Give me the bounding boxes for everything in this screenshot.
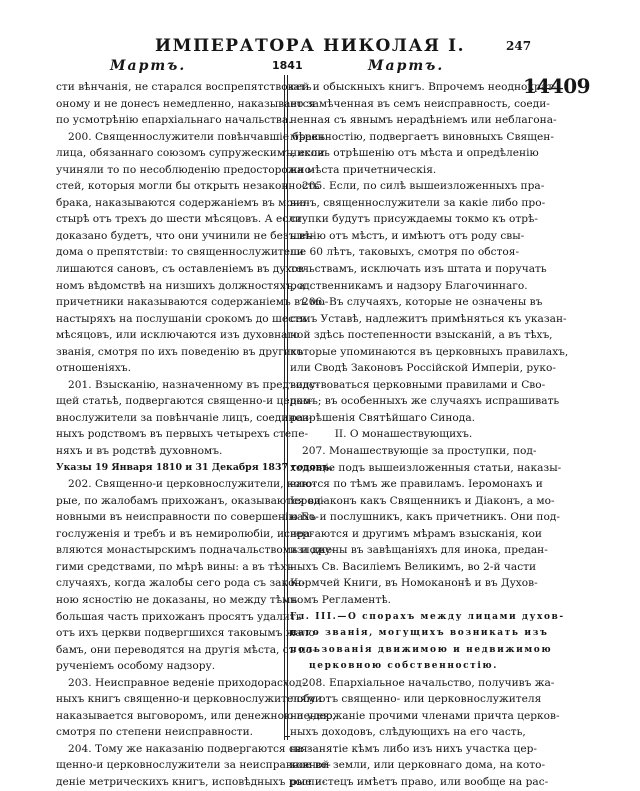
text-line: гослуженія и требъ и въ немиролюбіи, испра- <box>56 527 314 540</box>
text-line: водствоваться церковными правилами и Сво- <box>290 378 546 391</box>
running-title: ИМПЕРАТОРА НИКОЛАЯ I. <box>155 36 466 56</box>
text-line: рученіемъ особому надзору. <box>56 660 216 673</box>
text-line: вляются монастырскимъ подначальствомъ и дру- <box>56 544 335 557</box>
text-line: ныхъ родствомъ въ первыхъ четырехъ степе- <box>56 428 309 441</box>
text-line: смотря по степени неисправности. <box>56 726 254 739</box>
text-line: ше 60 лѣтъ, таковыхъ, смотря по обстоя- <box>290 246 520 259</box>
text-line: II. О монашествующихъ. <box>334 428 473 441</box>
text-line: семъ Уставѣ, надлежитъ примѣняться къ указан- <box>290 312 567 325</box>
text-line: ходящіе подъ вышеизложенныя статьи, наказы- <box>290 461 562 474</box>
text-line: на мѣста причетническія. <box>290 163 437 176</box>
text-line: гими средствами, по мѣрѣ вины: а въ тѣхъ <box>56 560 294 573</box>
text-line: учиняли то по несоблюденію предосторожно- <box>56 163 315 176</box>
text-line: новными въ неисправности по совершенію Бо- <box>56 511 319 524</box>
text-line: вилъ, священнослужители за какіе либо про- <box>290 196 546 209</box>
month-left: Мартъ. <box>110 58 187 74</box>
text-line: лобу отъ священно- или церковнослужителя <box>290 693 542 706</box>
text-line: номъ Регламентѣ. <box>290 593 391 606</box>
text-line: внослужители за повѣнчаніе лицъ, соединен- <box>56 411 313 424</box>
text-line: настыряхъ на послушаніи срокомъ до шести <box>56 312 307 325</box>
text-line: или Сводѣ Законовъ Россійской Имперіи, руко- <box>290 362 556 375</box>
text-line: пользованія движимою и недвижимою <box>290 644 553 655</box>
text-line: на занятіе кѣмъ либо изъ нихъ участка цер- <box>290 742 537 755</box>
year: 1841 <box>272 59 303 72</box>
text-line: няхъ и въ родствѣ духовномъ. <box>56 445 223 458</box>
text-line: ною ясностію не доказаны, но между тѣмъ <box>56 593 298 606</box>
text-line: лица, обязаннаго союзомъ супружескимъ, если <box>56 147 325 160</box>
text-line: стей, которыя могли бы открыть незаконность <box>56 180 320 193</box>
text-line: 200. Священнослужители повѣнчавшіе бракъ <box>68 130 326 143</box>
text-line: дома о препятствіи: то священнослужители <box>56 246 304 259</box>
text-line: сей и обыскныхъ книгъ. Впрочемъ неоднократ- <box>290 81 557 93</box>
text-line: Гл. III.—О спорахъ между лицами духов- <box>290 611 565 622</box>
text-line: нахъ и послушникъ, какъ причетникъ. Они под- <box>290 511 560 524</box>
left-column <box>56 79 336 791</box>
text-line: которые упоминаются въ церковныхъ правилахъ, <box>290 345 569 358</box>
text-line: щей статьѣ, подвергаются священно-и церко- <box>56 395 313 408</box>
text-line: вергаются и другимъ мѣрамъ взысканія, кои <box>290 527 542 540</box>
text-line: никовъ отрѣшенію отъ мѣста и опредѣленію <box>290 147 539 160</box>
text-line: Іеродіаконъ какъ Священникъ и Діаконъ, а мо- <box>290 494 555 507</box>
text-line: наказывается выговоромъ, или денежною пенею, <box>56 709 336 722</box>
text-line: 205. Если, по силѣ вышеизложенныхъ пра- <box>302 180 545 193</box>
text-line: 207. Монашествующіе за проступки, под- <box>302 445 537 458</box>
text-line: ваются по тѣмъ же правиламъ. Іеромонахъ и <box>290 478 543 491</box>
text-line: лишаются сановъ, съ оставленіемъ въ духов- <box>56 263 308 276</box>
text-line: изложены въ завѣщаніяхъ для инока, предан- <box>290 544 548 557</box>
text-line: большая часть прихожанъ просятъ удалить <box>56 610 302 623</box>
text-line: домъ; въ особенныхъ же случаяхъ испрашивать <box>290 395 560 408</box>
text-line: отношеніяхъ. <box>56 362 132 375</box>
text-line: званія, смотря по ихъ поведенію въ другихъ <box>56 345 304 358</box>
text-line: деніе метрическихъ книгъ, исповѣдныхъ роспи- <box>56 775 326 788</box>
text-line: ной здѣсь постепенности взысканій, а въ тѣхъ, <box>290 329 553 342</box>
text-line: щенно-и церковнослужители за неисправное ве- <box>56 759 331 772</box>
text-line: наго званія, могущихъ возникать изъ <box>290 628 549 639</box>
text-line: мѣренностію, подвергаетъ виновныхъ Священ- <box>290 130 554 143</box>
text-line: 208. Епархіальное начальство, получивъ жа- <box>302 676 555 689</box>
text-line: разрѣшенія Святѣйшаго Синода. <box>290 411 475 424</box>
law-number: 14409 <box>523 74 591 98</box>
text-line: причетники наказываются содержаніемъ въ мо- <box>56 296 329 309</box>
text-line: брака, наказываются содержаніемъ въ мона- <box>56 196 310 209</box>
text-line: сти вѣнчанія, не старался воспрепятствовать <box>56 81 312 93</box>
text-line: на удержаніе прочими членами причта церков- <box>290 709 560 722</box>
text-line: по усмотрѣнію епархіальнаго начальства. <box>56 114 292 127</box>
text-line: но замѣченная въ семъ неисправность, соеди- <box>290 97 550 110</box>
text-line: Указы 19 Января 1810 и 31 Декабря 1837 годовъ. <box>56 461 333 473</box>
text-line: бамъ, они переводятся на другія мѣста, съ по- <box>56 643 316 656</box>
text-line: 201. Взысканію, назначенному въ предъиду- <box>68 378 320 391</box>
text-line: 204. Тому же наказанію подвергаются свя- <box>68 742 312 755</box>
page-number: 247 <box>506 39 532 53</box>
text-line: шенію отъ мѣстъ, и имѣютъ отъ роду свы- <box>290 229 525 242</box>
text-line: отъ ихъ церкви подвергшихся таковымъ жало- <box>56 627 319 640</box>
text-line: ныхъ Св. Василіемъ Великимъ, во 2-й части <box>290 560 537 573</box>
text-line: мѣсяцовъ, или исключаются изъ духовнаго <box>56 329 300 342</box>
text-line: рые истецъ имѣетъ право, или вообще на рас- <box>290 775 549 788</box>
text-line: доказано будетъ, что они учинили не безъ вѣ- <box>56 229 315 242</box>
text-line: случаяхъ, когда жалобы сего рода съ закон- <box>56 577 306 590</box>
text-line: стырѣ отъ трехъ до шести мѣсяцовъ. А если <box>56 213 302 226</box>
text-line: ныхъ книгъ священно-и церковнослужителями <box>56 693 322 706</box>
text-line: оному и не донесъ немедленно, наказывается <box>56 97 316 110</box>
text-line: родственникамъ и надзору Благочиннаго. <box>290 279 528 292</box>
text-line: 203. Неисправное веденіе приходорасход- <box>68 676 306 689</box>
text-line: тельствамъ, исключать изъ штата и поручать <box>290 263 547 276</box>
text-line: рые, по жалобамъ прихожанъ, оказываются ви- <box>56 494 325 507</box>
text-line: 206. Въ случаяхъ, которые не означены въ <box>302 296 543 309</box>
text-line: 202. Священно-и церковнослужители, кото- <box>68 478 316 491</box>
text-line: церковною собственностію. <box>309 661 498 672</box>
text-line: Кормчей Книги, въ Номоканонѣ и въ Духов- <box>290 577 538 590</box>
text-line: ковной земли, или церковнаго дома, на кото- <box>290 759 546 772</box>
text-line: ступки будутъ присуждаемы токмо къ отрѣ- <box>290 213 538 226</box>
text-line: ненная съ явнымъ нерадѣніемъ или неблагона- <box>290 114 557 127</box>
text-line: номъ вѣдомствѣ на низшихъ должностяхъ, а <box>56 279 306 292</box>
month-right: Мартъ. <box>368 58 445 74</box>
text-line: ныхъ доходовъ, слѣдующихъ на его часть, <box>290 726 526 739</box>
